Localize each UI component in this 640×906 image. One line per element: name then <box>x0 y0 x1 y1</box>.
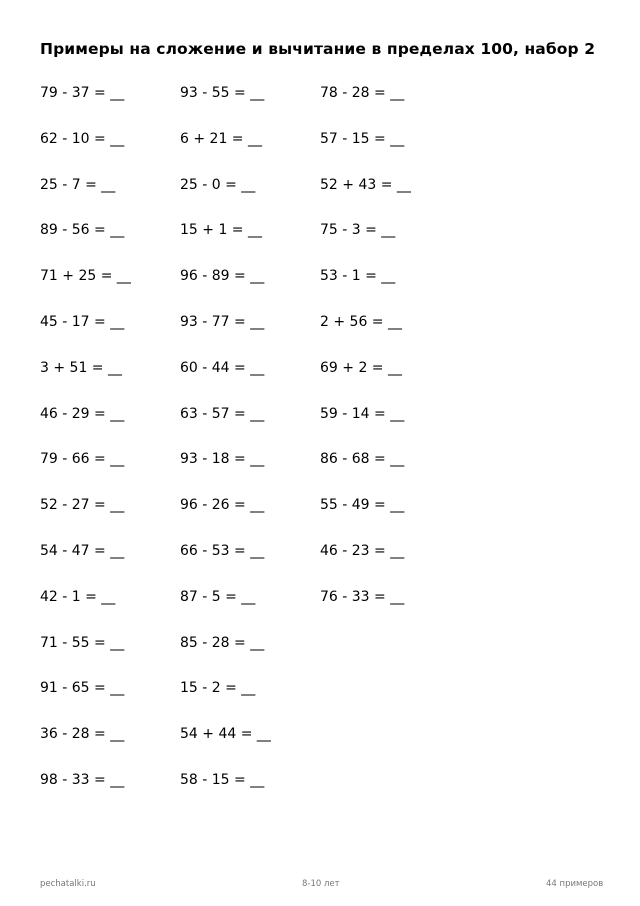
footer-count: 44 примеров <box>546 879 604 889</box>
problem-item: 79 - 37 = __ <box>40 85 125 101</box>
problem-column-2 <box>180 84 320 817</box>
footer-age: 8-10 лет <box>302 879 340 889</box>
problem-item: 62 - 10 = __ <box>40 130 125 147</box>
problem-item: 75 - 3 = __ <box>320 222 396 239</box>
problem-item: 79 - 66 = __ <box>40 451 125 468</box>
problem-item: 36 - 28 = __ <box>40 726 125 743</box>
problem-item: 85 - 28 = __ <box>180 634 265 651</box>
problem-item: 57 - 15 = __ <box>320 130 405 147</box>
problem-item: 71 + 25 = __ <box>40 268 131 285</box>
problem-item: 63 - 57 = __ <box>180 405 265 422</box>
problem-item: 71 - 55 = __ <box>40 634 125 651</box>
problem-item: 78 - 28 = __ <box>320 85 405 101</box>
problem-item: 42 - 1 = __ <box>40 588 116 605</box>
problem-item: 54 + 44 = __ <box>180 726 271 743</box>
problem-item: 25 - 0 = __ <box>180 176 256 193</box>
problem-item: 46 - 29 = __ <box>40 405 125 422</box>
problem-item: 25 - 7 = __ <box>40 176 116 193</box>
problem-item: 59 - 14 = __ <box>320 405 405 422</box>
problem-column-3 <box>320 84 460 817</box>
problem-item: 89 - 56 = __ <box>40 222 125 239</box>
problem-item: 46 - 23 = __ <box>320 542 405 559</box>
problem-item: 86 - 68 = __ <box>320 451 405 468</box>
problem-item: 69 + 2 = __ <box>320 359 402 376</box>
problem-item: 96 - 26 = __ <box>180 497 265 514</box>
problem-item: 45 - 17 = __ <box>40 313 125 330</box>
problem-item: 6 + 21 = __ <box>180 130 262 147</box>
problem-item: 93 - 18 = __ <box>180 451 265 468</box>
problem-item: 15 + 1 = __ <box>180 222 262 239</box>
problems-grid <box>40 84 460 817</box>
problem-item: 66 - 53 = __ <box>180 542 265 559</box>
problem-item: 76 - 33 = __ <box>320 588 405 605</box>
problem-item: 52 + 43 = __ <box>320 176 411 193</box>
problem-item: 53 - 1 = __ <box>320 268 396 285</box>
problem-item: 60 - 44 = __ <box>180 359 265 376</box>
problem-item: 3 + 51 = __ <box>40 359 122 376</box>
problem-item: 91 - 65 = __ <box>40 680 125 697</box>
problem-item: 87 - 5 = __ <box>180 588 256 605</box>
problem-item: 98 - 33 = __ <box>40 771 125 788</box>
page-title: Примеры на сложение и вычитание в пределах 100, набор 2 <box>40 40 596 58</box>
problem-item: 96 - 89 = __ <box>180 268 265 285</box>
problem-item: 93 - 77 = __ <box>180 313 265 330</box>
problem-item: 52 - 27 = __ <box>40 497 125 514</box>
footer-site: pechatalki.ru <box>40 879 96 889</box>
problem-item: 2 + 56 = __ <box>320 313 402 330</box>
problem-item: 55 - 49 = __ <box>320 497 405 514</box>
problem-item: 93 - 55 = __ <box>180 85 265 101</box>
problem-item: 58 - 15 = __ <box>180 771 265 788</box>
problem-column-1 <box>40 84 180 817</box>
problem-item: 15 - 2 = __ <box>180 680 256 697</box>
problem-item: 54 - 47 = __ <box>40 542 125 559</box>
